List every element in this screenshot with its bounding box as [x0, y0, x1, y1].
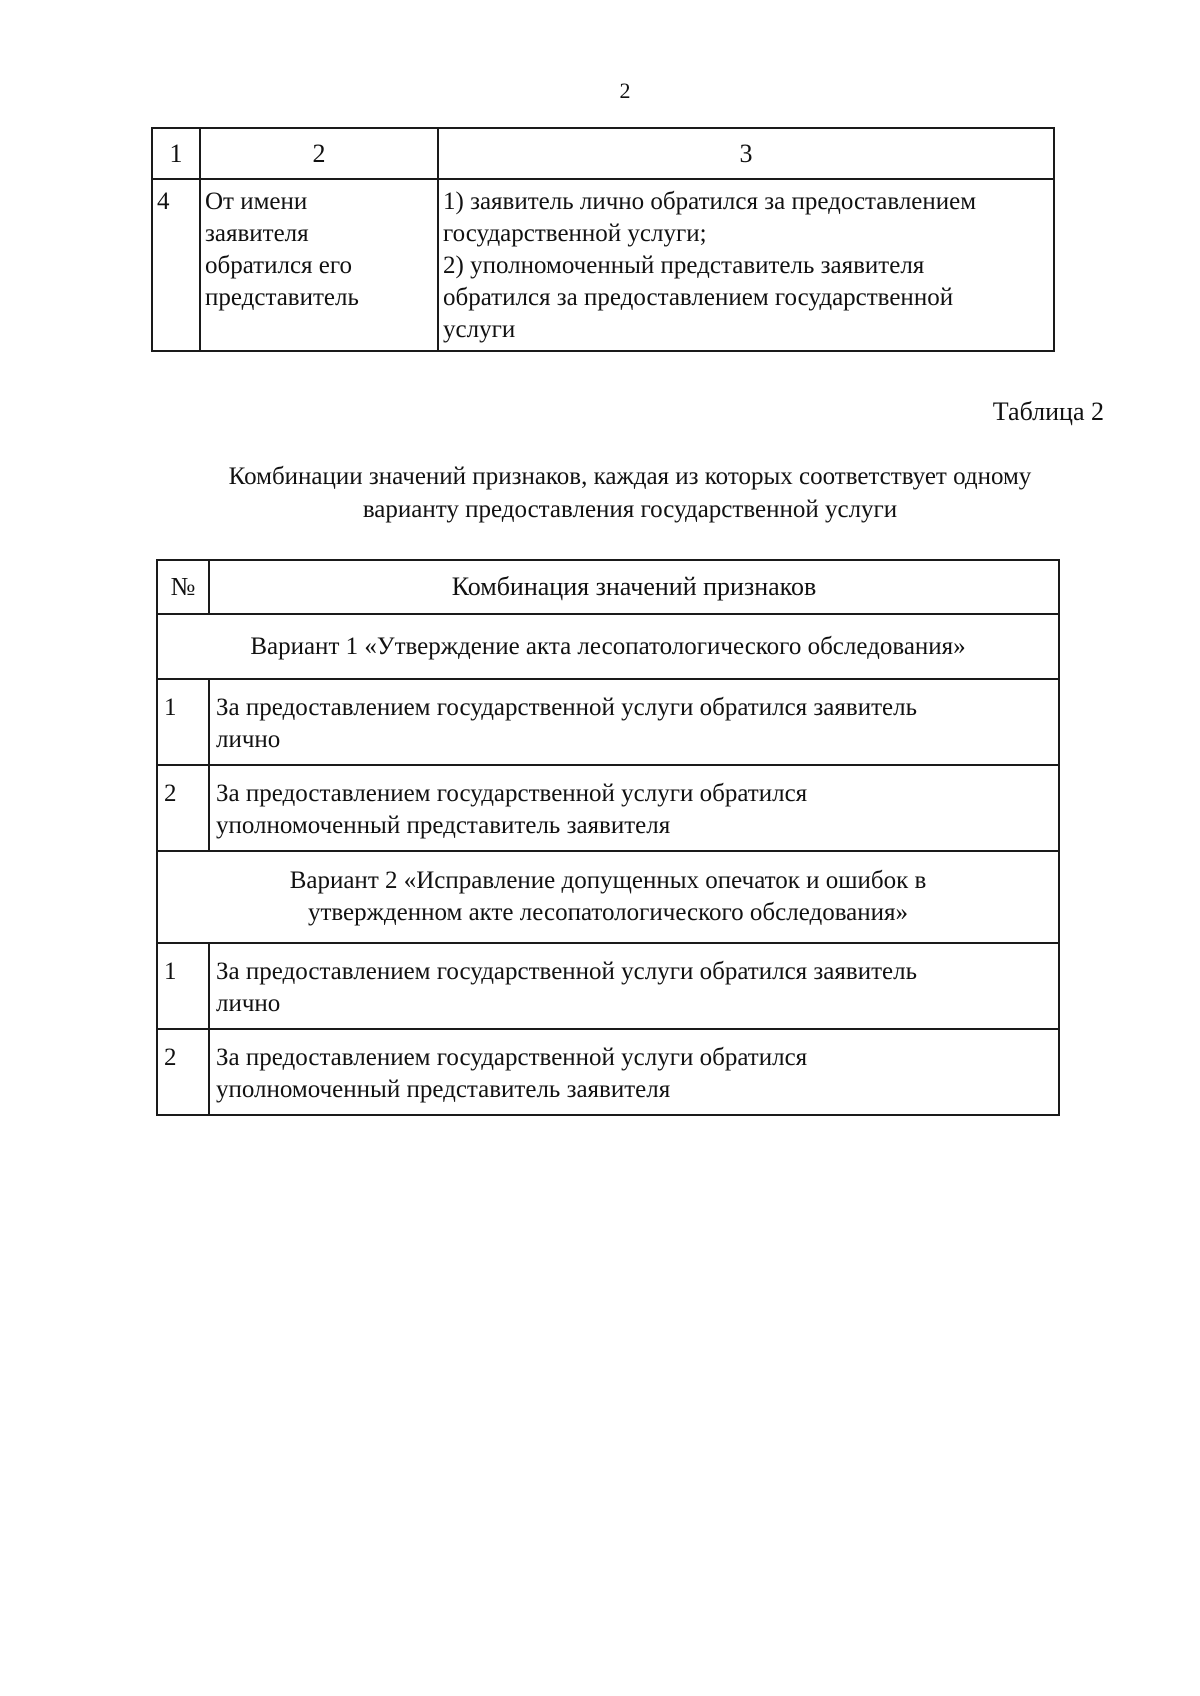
table-row	[157, 765, 1059, 851]
variant-title	[157, 614, 1059, 679]
sign-line: заявителя	[205, 220, 309, 247]
sign-cell	[200, 179, 438, 351]
table-header-row	[152, 128, 1054, 179]
variant-title-line: Вариант 1 «Утверждение акта лесопатологического обследования»	[250, 632, 966, 660]
combination-header: Комбинация значений признаков	[209, 560, 1059, 614]
row-number: 1	[157, 943, 209, 1029]
table-header-row	[157, 560, 1059, 614]
combination-cell	[209, 765, 1059, 851]
value-line: государственной услуги;	[443, 220, 707, 247]
combination-cell	[209, 943, 1059, 1029]
combination-line: уполномоченный представитель заявителя	[216, 812, 671, 839]
criteria-table-continued	[151, 127, 1055, 352]
table-row	[157, 679, 1059, 765]
row-number: 1	[157, 679, 209, 765]
table-row	[157, 943, 1059, 1029]
column-header-3: 3	[438, 128, 1054, 179]
page-number: 2	[619, 78, 631, 103]
value-line: 1) заявитель лично обратился за предоставлением	[443, 188, 977, 215]
values-cell	[438, 179, 1054, 351]
combination-cell	[209, 1029, 1059, 1115]
variant-title-line: утвержденном акте лесопатологического обследования»	[307, 899, 909, 926]
combination-cell	[209, 679, 1059, 765]
row-number: 4	[152, 179, 200, 351]
value-line: услуги	[443, 316, 516, 343]
combination-line: За предоставлением государственной услуги обратился	[216, 1044, 808, 1071]
variant-title-line: Вариант 2 «Исправление допущенных опечаток и ошибок в	[289, 867, 927, 894]
number-header: №	[157, 560, 209, 614]
value-line: обратился за предоставлением государственной	[443, 284, 954, 311]
table-label: Таблица 2	[992, 397, 1104, 426]
table-title-line: Комбинации значений признаков, каждая из которых соответствует одному	[228, 463, 1032, 490]
table-row	[152, 179, 1054, 351]
variant-row	[157, 851, 1059, 943]
combinations-table	[156, 559, 1060, 1116]
sign-line: представитель	[205, 284, 359, 311]
value-line: 2) уполномоченный представитель заявителя	[443, 252, 925, 279]
table-title-line: варианту предоставления государственной услуги	[362, 496, 898, 523]
combination-line: уполномоченный представитель заявителя	[216, 1076, 671, 1103]
combination-line: За предоставлением государственной услуги обратился заявитель	[216, 694, 917, 721]
table-row	[157, 1029, 1059, 1115]
variant-title	[157, 851, 1059, 943]
variant-row	[157, 614, 1059, 679]
combination-line: лично	[216, 990, 281, 1017]
row-number: 2	[157, 1029, 209, 1115]
table-title	[150, 460, 1110, 526]
column-header-2: 2	[200, 128, 438, 179]
column-header-1: 1	[152, 128, 200, 179]
row-number: 2	[157, 765, 209, 851]
combination-line: За предоставлением государственной услуги обратился заявитель	[216, 958, 917, 985]
combination-line: лично	[216, 726, 281, 753]
sign-line: От имени	[205, 188, 308, 215]
combination-line: За предоставлением государственной услуги обратился	[216, 780, 808, 807]
sign-line: обратился его	[205, 252, 353, 279]
